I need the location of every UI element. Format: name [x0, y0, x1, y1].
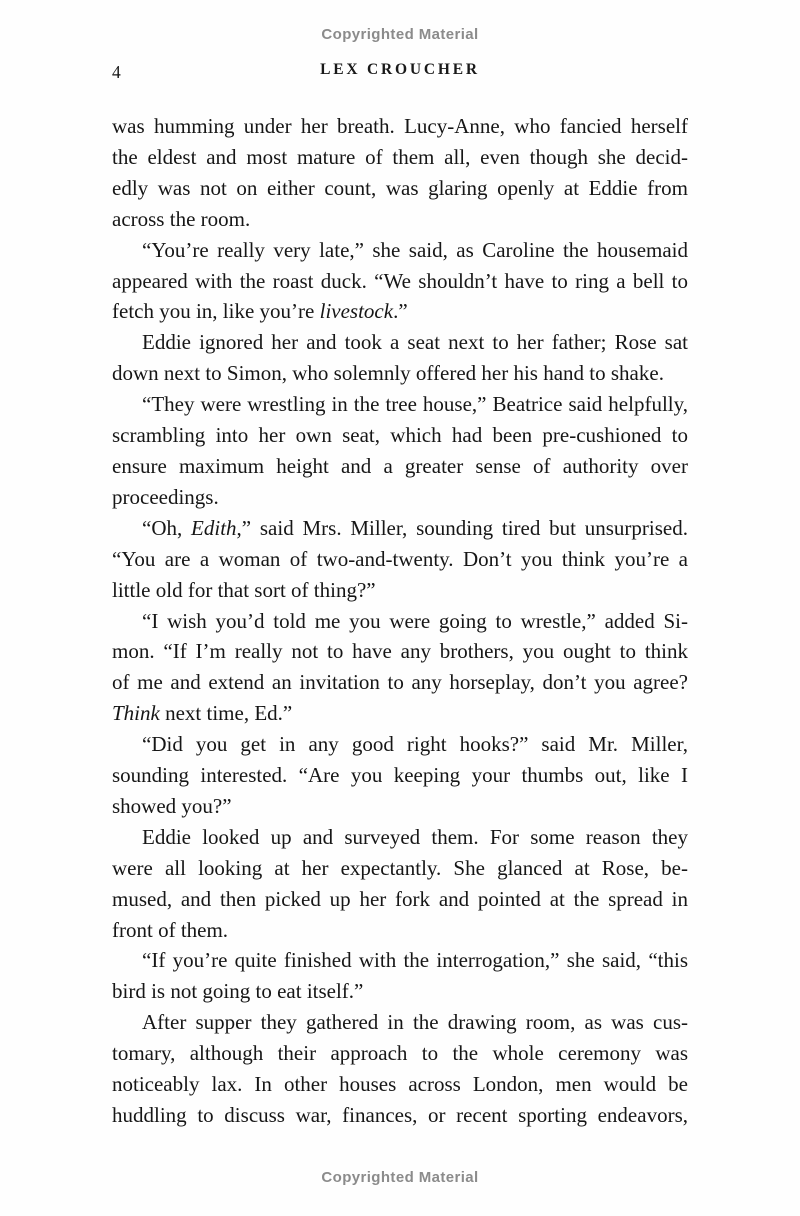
body-line: “If you’re quite finished with the interrogation,” she said, “this — [142, 948, 688, 973]
body-line: down next to Simon, who solemnly offered her his hand to shake. — [112, 361, 664, 386]
page-header — [0, 61, 800, 85]
body-line: were all looking at her expectantly. She glanced at Rose, be- — [112, 855, 688, 880]
running-header: LEX CROUCHER — [320, 61, 480, 78]
body-line: Think next time, Ed.” — [112, 701, 293, 726]
body-line: of me and extend an invitation to any horseplay, don’t you agree? — [112, 670, 688, 695]
body-line: across the room. — [112, 206, 251, 231]
body-line: showed you?” — [112, 793, 232, 818]
body-line: fetch you in, like you’re livestock.” — [112, 299, 408, 324]
body-line: “You’re really very late,” she said, as Caroline the housemaid — [142, 237, 688, 262]
copyright-notice-top: Copyrighted Material — [321, 26, 479, 43]
body-text — [112, 111, 688, 1131]
body-line: tomary, although their approach to the whole ceremony was — [112, 1041, 688, 1066]
copyright-notice-bottom: Copyrighted Material — [321, 1169, 479, 1186]
body-line: noticeably lax. In other houses across London, men would be — [112, 1072, 688, 1097]
page-number: 4 — [112, 62, 121, 82]
body-line: edly was not on either count, was glaring openly at Eddie from — [112, 175, 688, 200]
body-line: the eldest and most mature of them all, even though she decid- — [112, 144, 688, 169]
body-line: appeared with the roast duck. “We shouldn’t have to ring a bell to — [112, 268, 688, 293]
body-line: “I wish you’d told me you were going to wrestle,” added Si- — [142, 608, 688, 633]
body-line: mon. “If I’m really not to have any brothers, you ought to think — [112, 639, 688, 664]
body-line: “They were wrestling in the tree house,” Beatrice said helpfully, — [142, 392, 688, 417]
body-line: mused, and then picked up her fork and pointed at the spread in — [112, 886, 688, 911]
body-line: was humming under her breath. Lucy-Anne, who fancied herself — [112, 114, 688, 138]
body-line: After supper they gathered in the drawing room, as was cus- — [142, 1010, 688, 1035]
body-line: proceedings. — [112, 484, 219, 509]
body-line: front of them. — [112, 917, 229, 942]
body-line: bird is not going to eat itself.” — [112, 979, 364, 1004]
body-line: “Oh, Edith,” said Mrs. Miller, sounding tired but unsurprised. — [142, 515, 688, 540]
body-line: Eddie looked up and surveyed them. For some reason they — [142, 824, 688, 849]
body-line: “Did you get in any good right hooks?” said Mr. Miller, — [142, 732, 688, 757]
body-line: scrambling into her own seat, which had been pre-cushioned to — [112, 423, 688, 448]
body-line: Eddie ignored her and took a seat next to her father; Rose sat — [142, 330, 688, 355]
body-line: sounding interested. “Are you keeping your thumbs out, like I — [112, 763, 688, 788]
body-line: “You are a woman of two-and-twenty. Don’t you think you’re a — [112, 546, 688, 571]
body-line: little old for that sort of thing?” — [112, 577, 376, 602]
body-line: ensure maximum height and a greater sense of authority over — [112, 453, 688, 478]
body-line: huddling to discuss war, finances, or recent sporting endeavors, — [112, 1103, 688, 1127]
